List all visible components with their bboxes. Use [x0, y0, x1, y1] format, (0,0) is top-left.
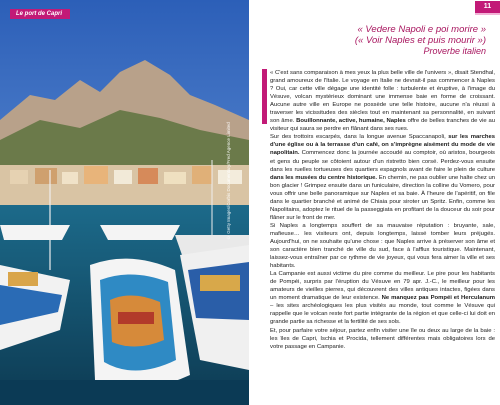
paragraph-2: Sur des trottoirs escarpés, dans la longue avenue Spaccanapoli, sur les marches d'une église ou à la terrasse d'un café, on s'imprègne aisément du mode de vie napolitain. Commencez donc la journée accoudé au comptoir, où aristos, bourgeois et gens du peuple se côtoient autour d'un ristretto bien corsé. Perdez-vous ensuite dans les ruelles tortueuses des quartiers espagnols avant de faire le plein de culture dans les musées du centre historique. En chemin, ne pas oublier une halte chez un bon glacier ! Grimpez ensuite dans un funiculaire, direction la colline du Vomero, pour vous offrir une belle panoramique sur Naples et sa baie. À l'heure de l'apéritif, on file dans le quartier branché et animé de Chiaia pour siroter un Spritz. Enfin, comme les Napolitains, adoptez le rituel de la passeggiata en profitant de la douceur du soir pour flâner sur le front de mer.	[270, 134, 495, 221]
page-number: 11	[475, 1, 500, 13]
epigraph-quote	[296, 24, 486, 57]
quote-line-translation: (« Voir Naples et puis mourir »)	[354, 35, 486, 46]
photo-credit: © Getty Images/Corbis Documentary/Fred Agence Limited	[226, 122, 231, 240]
paragraph-5: Et, pour parfaire votre séjour, partez enfin visiter une île ou deux au large de la baie : les îles de Capri, Ischia et Procida, tellement différentes mais obligatoires lors de votre passage en Campanie.	[270, 327, 495, 350]
photo-caption-tag: Le port de Capri	[10, 9, 70, 19]
page-number-strip	[475, 13, 500, 15]
body-text	[270, 69, 495, 405]
accent-bar	[262, 69, 267, 124]
paragraph-3: Si Naples a longtemps souffert de sa mauvaise réputation : bruyante, sale, mafieuse… les visiteurs ont, depuis longtemps, laissé tomber leurs préjugés. Aujourd'hui, on ne souhaite qu'une chose : que Naples arrive à préserver son âme et son caractère bien tranché de ville du sud, face à l'afflux touristique. Maintenant, laissez-vous entraîner par ce rythme de vie joyeux, qui vous fera aimer la ville et ses habitants.	[270, 222, 495, 270]
capri-harbor-illustration	[0, 0, 249, 405]
quote-attribution: Proverbe italien	[423, 46, 486, 56]
harbor-photo	[0, 0, 249, 405]
paragraph-4: La Campanie est aussi victime du pire comme du meilleur. Le pire pour les habitants de Pompéi, surpris par l'éruption du Vésuve en 79 apr. J.-C., le meilleur pour les amateurs de vieilles pierres, qui découvrent des villes antiques intactes, figées dans un moment dramatique de leur existence. Ne manquez pas Pompéi et Herculanum – les sites archéologiques les plus visités au monde, tout comme le Vésuve qui rappelle que le volcan reste fort partie intégrante de la région et que celle-ci lui doit en grande partie sa richesse et la fertilité de ses sols.	[270, 271, 495, 326]
quote-line-italian: « Vedere Napoli e poi morire »	[357, 24, 486, 35]
paragraph-1: « C'est sans comparaison à mes yeux la plus belle ville de l'univers », disait Stendhal, grand amoureux de l'Italie. Le voyage en Italie ne devrait-il pas commencer à Naples ? Oui, car cette ville dégage une identité folle : turbulente et éruptive, à l'image du Vésuve, volcan mystérieux dominant une immense baie en forme de croissant. Aucune autre ville en Europe ne possède une telle histoire, aucune n'a réussi à traverser les vicissitudes des siècles tout en maintenant sa personnalité, en suivant son âme. Bouillonnante, active, humaine, Naples offre de belles tranches de vie au visiteur qui saura se perdre en flânant dans ses rues.	[270, 70, 495, 133]
